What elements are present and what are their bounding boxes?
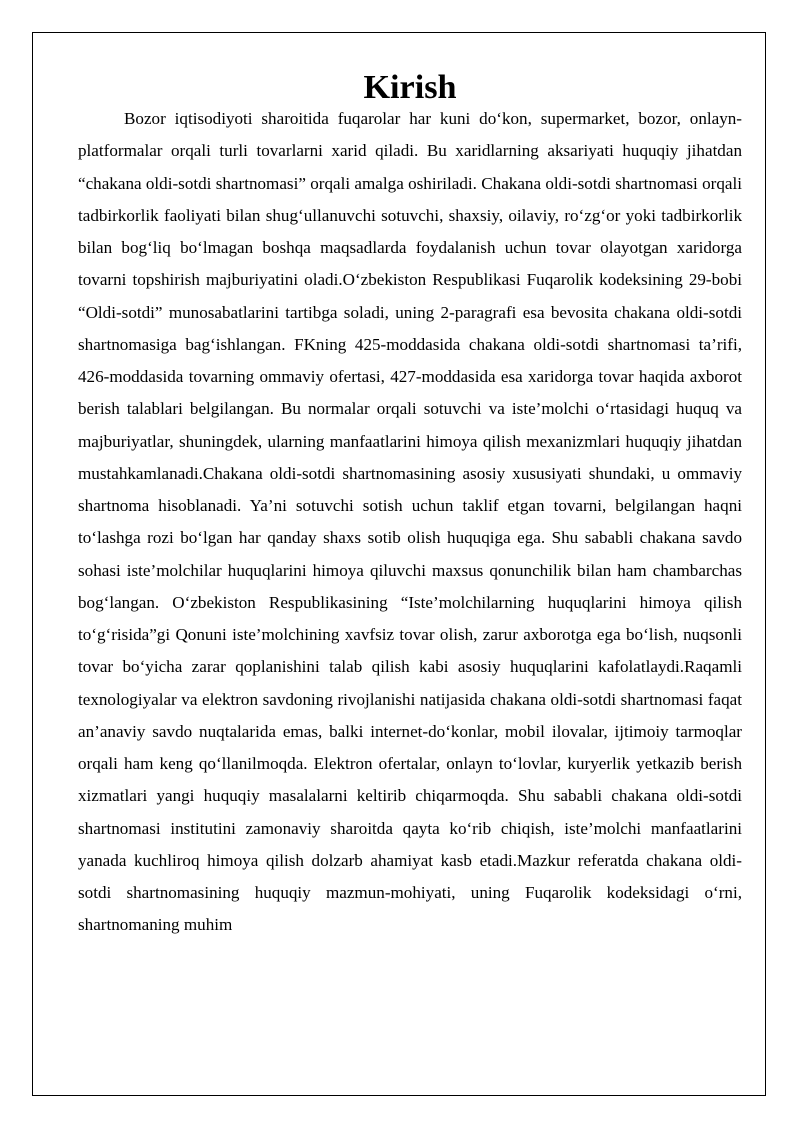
intro-paragraph: Bozor iqtisodiyoti sharoitida fuqarolar har kuni do‘kon, supermarket, bozor, onlayn-platformalar orqali turli tovarlarni xarid qiladi. Bu xaridlarning aksariyati huquqiy jihatdan “chakana oldi-sotdi shartnomasi” orqali amalga oshiriladi. Chakana oldi-sotdi shartnomasi orqali tadbirkorlik faoliyati bilan shug‘ullanuvchi sotuvchi, shaxsiy, oilaviy, ro‘zg‘or yoki tadbirkorlik bilan bog‘liq bo‘lmagan boshqa maqsadlarda foydalanish uchun tovar olayotgan xaridorga tovarni topshirish majburiyatini oladi.O‘zbekiston Respublikasi Fuqarolik kodeksining 29-bobi “Oldi-sotdi” munosabatlarini tartibga soladi, uning 2-paragrafi esa bevosita chakana oldi-sotdi shartnomasiga bag‘ishlangan. FKning 425-moddasida chakana oldi-sotdi shartnomasi ta’rifi, 426-moddasida tovarning ommaviy ofertasi, 427-moddasida esa xaridorga tovar haqida axborot berish talablari belgilangan. Bu normalar orqali sotuvchi va iste’molchi o‘rtasidagi huquq va majburiyatlar, shuningdek, ularning manfaatlarini himoya qilish mexanizmlari huquqiy jihatdan mustahkamlanadi.Chakana oldi-sotdi shartnomasining asosiy xususiyati shundaki, u ommaviy shartnoma hisoblanadi. Ya’ni sotuvchi sotish uchun taklif etgan tovarni, belgilangan haqni to‘lashga rozi bo‘lgan har qanday shaxs sotib olish huquqiga ega. Shu sababli chakana savdo sohasi iste’molchilar huquqlarini himoya qiluvchi maxsus qonunchilik bilan ham chambarchas bog‘langan. O‘zbekiston Respublikasining “Iste’molchilarning huquqlarini himoya qilish to‘g‘risida”gi Qonuni iste’molchining xavfsiz tovar olish, zarur axborotga ega bo‘lish, nuqsonli tovar bo‘yicha zarar qoplanishini talab qilish kabi asosiy huquqlarini kafolatlaydi.Raqamli texnologiyalar va elektron savdoning rivojlanishi natijasida chakana oldi-sotdi shartnomasi faqat an’anaviy savdo nuqtalarida emas, balki internet-do‘konlar, mobil ilovalar, ijtimoiy tarmoqlar orqali ham keng qo‘llanilmoqda. Elektron ofertalar, onlayn to‘lovlar, kuryerlik yetkazib berish xizmatlari yangi huquqiy masalalarni keltirib chiqarmoqda. Shu sababli chakana oldi-sotdi shartnomasi institutini zamonaviy sharoitda qayta ko‘rib chiqish, iste’molchi manfaatlarini yanada kuchliroq himoya qilish dolzarb ahamiyat kasb etadi.Mazkur referatda chakana oldi-sotdi shartnomasining huquqiy mazmun-mohiyati, uning Fuqarolik kodeksidagi o‘rni, shartnomaning muhim — [78, 109, 742, 935]
document-body — [78, 69, 742, 942]
document-title: Kirish — [363, 69, 457, 106]
